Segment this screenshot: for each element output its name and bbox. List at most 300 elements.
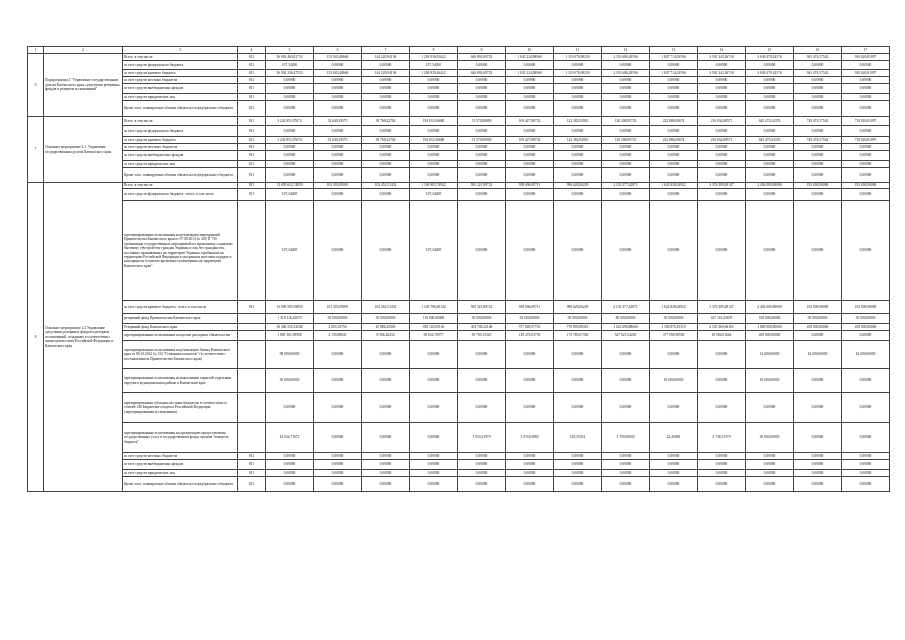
budget-code: 811 [238, 151, 266, 161]
amount-cell: 0,00000 [410, 94, 458, 101]
amount-cell: 0,00000 [698, 126, 746, 137]
amount-cell: 718 826,81097 [842, 117, 890, 126]
amount-cell: 0,00000 [458, 151, 506, 161]
amount-cell: 0,00000 [314, 77, 362, 84]
column-number: 16 [794, 47, 842, 54]
amount-cell: 0,00000 [602, 393, 650, 423]
amount-cell: 0,00000 [458, 77, 506, 84]
amount-cell: 0,00000 [698, 453, 746, 460]
amount-cell: 0,00000 [266, 126, 314, 137]
amount-cell: 0,00000 [266, 477, 314, 492]
amount-cell: 941 474,57542 [794, 54, 842, 61]
amount-cell: 0,00000 [602, 151, 650, 161]
amount-cell: 2 233 377,42871 [602, 183, 650, 189]
amount-cell: 0,00000 [362, 101, 410, 117]
amount-cell: 0,00000 [650, 168, 698, 183]
amount-cell: 0,00000 [650, 460, 698, 470]
amount-cell: 0,00000 [458, 341, 506, 369]
funding-source: за счет средств юридических лиц [123, 161, 238, 168]
amount-cell: 0,00000 [698, 101, 746, 117]
amount-cell: 90 000,00000 [794, 314, 842, 324]
funding-source: зарезервированные ассигнования на выполнение гарантий отдельным округам в муниципальном районе в Камчатском крае [123, 369, 238, 393]
amount-cell: 0,00000 [698, 151, 746, 161]
amount-cell: 0,00000 [458, 189, 506, 201]
amount-cell: 0,00000 [842, 101, 890, 117]
amount-cell: 0,00000 [746, 151, 794, 161]
amount-cell: 0,00000 [410, 101, 458, 117]
amount-cell: 0,00000 [410, 151, 458, 161]
amount-cell: 0,00000 [506, 84, 554, 94]
amount-cell: 1 294 936,81622 [410, 54, 458, 61]
budget-code: 811 [238, 301, 266, 314]
amount-cell: 1 119 076,90239 [554, 54, 602, 61]
table-row [28, 84, 890, 94]
budget-code: 811 [238, 101, 266, 117]
amount-cell: 0,00000 [842, 144, 890, 151]
amount-cell: 0,00000 [650, 189, 698, 201]
amount-cell: 0,00000 [314, 477, 362, 492]
amount-cell: 107,34200 [266, 61, 314, 70]
amount-cell: 646 892,69723 [458, 54, 506, 61]
amount-cell: 0,00000 [842, 94, 890, 101]
amount-cell: 0,00000 [554, 94, 602, 101]
amount-cell: 39 705,15525 [458, 331, 506, 341]
funding-source: за счет средств федерального бюджета - всего, в том числе [123, 189, 238, 201]
amount-cell: 222 886,00674 [650, 137, 698, 144]
table-row [28, 54, 890, 61]
amount-cell: 0,00000 [554, 393, 602, 423]
amount-cell: 0,00000 [698, 161, 746, 168]
amount-cell: 0,00000 [314, 168, 362, 183]
amount-cell: 194 031,06680 [410, 117, 458, 126]
amount-cell: 149,35354 [554, 423, 602, 453]
amount-cell: 8 566,26432 [362, 331, 410, 341]
amount-cell: 0,00000 [842, 61, 890, 70]
amount-cell: 0,00000 [410, 470, 458, 477]
funding-source: зарезервированная субсидия местным бюджетам в соответствии со статьей 140 Бюджетного кодекса Российской Федерации (зарезервированная ассигнования) [123, 393, 238, 423]
amount-cell: 0,00000 [650, 341, 698, 369]
budget-code: 811 [238, 94, 266, 101]
amount-cell: 0,00000 [458, 393, 506, 423]
amount-cell: 0,00000 [458, 161, 506, 168]
amount-cell: 0,00000 [506, 470, 554, 477]
amount-cell: 0,00000 [410, 144, 458, 151]
amount-cell: 0,00000 [842, 151, 890, 161]
amount-cell: 0,00000 [554, 477, 602, 492]
amount-cell: 0,00000 [410, 369, 458, 393]
amount-cell: 0,00000 [602, 189, 650, 201]
amount-cell: 0,00000 [554, 77, 602, 84]
amount-cell: 52 640,39575 [314, 137, 362, 144]
amount-cell: 996 628,06229 [554, 183, 602, 189]
amount-cell: 0,00000 [602, 453, 650, 460]
amount-cell: 144 220,94136 [362, 54, 410, 61]
amount-cell: 107,34200 [410, 61, 458, 70]
table-row [28, 70, 890, 77]
amount-cell: 0,00000 [314, 201, 362, 301]
amount-cell: 749 474,57542 [794, 137, 842, 144]
table-row [28, 393, 890, 423]
amount-cell: 377 958,38539 [650, 331, 698, 341]
amount-cell: 0,00000 [842, 453, 890, 460]
table-row [28, 101, 890, 117]
amount-cell: 107,34200 [266, 189, 314, 201]
amount-cell: 0,00000 [698, 393, 746, 423]
amount-cell: 645 479,24376 [746, 117, 794, 126]
amount-cell: 0,00000 [842, 477, 890, 492]
amount-cell: 938 696,09711 [506, 301, 554, 314]
amount-cell: 3 750,00000 [602, 423, 650, 453]
amount-cell: 0,00000 [506, 341, 554, 369]
budget-code [238, 423, 266, 453]
amount-cell: 2 404 000,00000 [746, 301, 794, 314]
amount-cell: 0,00000 [362, 168, 410, 183]
amount-cell: 42 000,00000 [842, 341, 890, 369]
amount-cell: 194 031,06680 [410, 137, 458, 144]
amount-cell: 2 063,10750 [314, 324, 362, 331]
amount-cell: 14 000,00000 [746, 341, 794, 369]
amount-cell: 0,00000 [554, 189, 602, 201]
column-number: 11 [554, 47, 602, 54]
amount-cell: 0,00000 [746, 126, 794, 137]
amount-cell: 996 628,06229 [554, 301, 602, 314]
amount-cell: 0,00000 [794, 144, 842, 151]
amount-cell: 3 591 343,36718 [698, 70, 746, 77]
funding-source: за счет средств юридических лиц [123, 470, 238, 477]
amount-cell: 3 376 309,28147 [698, 183, 746, 189]
program-name: Основное мероприятие 2.1. Управление государственным долгом Камчатского края [44, 117, 123, 183]
amount-cell: 0,00000 [458, 477, 506, 492]
amount-cell: 0,00000 [554, 453, 602, 460]
amount-cell: 120 308,85725 [602, 137, 650, 144]
amount-cell: 0,00000 [314, 453, 362, 460]
column-number: 10 [506, 47, 554, 54]
amount-cell: 0,00000 [506, 77, 554, 84]
amount-cell: 0,00000 [266, 453, 314, 460]
amount-cell: 0,00000 [410, 341, 458, 369]
amount-cell: 0,00000 [314, 341, 362, 369]
funding-source: за счет средств местных бюджетов [123, 77, 238, 84]
column-number: 3 [123, 47, 238, 54]
amount-cell: 450 000,00000 [746, 331, 794, 341]
budget-code [238, 314, 266, 324]
amount-cell: 90 000,00000 [554, 314, 602, 324]
amount-cell: 0,00000 [266, 161, 314, 168]
funding-source: за счет средств местных бюджетов [123, 453, 238, 460]
amount-cell: 42 000,00000 [794, 341, 842, 369]
amount-cell: 0,00000 [842, 393, 890, 423]
amount-cell: 0,00000 [650, 101, 698, 117]
amount-cell: 192 000,00000 [842, 301, 890, 314]
amount-cell: 0,00000 [698, 369, 746, 393]
amount-cell: 45 886,25000 [362, 324, 410, 331]
amount-cell: 0,00000 [602, 61, 650, 70]
amount-cell: 0,00000 [602, 341, 650, 369]
amount-cell: 107,34200 [266, 201, 314, 301]
amount-cell: 10 904,01664 [698, 331, 746, 341]
amount-cell: 0,00000 [794, 201, 842, 301]
amount-cell: 0,00000 [314, 423, 362, 453]
amount-cell: 0,00000 [842, 423, 890, 453]
amount-cell: 0,00000 [458, 201, 506, 301]
amount-cell: 0,00000 [314, 460, 362, 470]
amount-cell: 0,00000 [458, 144, 506, 151]
amount-cell: 0,00000 [314, 393, 362, 423]
amount-cell: 153 943,48664 [314, 70, 362, 77]
table-row [28, 61, 890, 70]
table-row [28, 161, 890, 168]
amount-cell: 0,00000 [458, 470, 506, 477]
amount-cell: 0,00000 [410, 453, 458, 460]
amount-cell: 0,00000 [602, 84, 650, 94]
amount-cell: 0,00000 [362, 369, 410, 393]
amount-cell: 0,00000 [410, 393, 458, 423]
amount-cell: 216 034,08571 [698, 137, 746, 144]
amount-cell: 10 000,00000 [746, 369, 794, 393]
amount-cell: 0,00000 [794, 61, 842, 70]
amount-cell: 0,00000 [746, 101, 794, 117]
table-row [28, 201, 890, 301]
amount-cell: 13 659 505,39859 [266, 301, 314, 314]
amount-cell: 0,00000 [650, 453, 698, 460]
amount-cell: 0,00000 [698, 144, 746, 151]
amount-cell: 0,00000 [506, 94, 554, 101]
table-row [28, 331, 890, 341]
amount-cell: 0,00000 [794, 84, 842, 94]
amount-cell: 100 000,00000 [794, 324, 842, 331]
amount-cell: 104 452,51432 [362, 183, 410, 189]
amount-cell: 0,00000 [410, 126, 458, 137]
amount-cell: 0,00000 [698, 94, 746, 101]
amount-cell: 0,00000 [458, 453, 506, 460]
amount-cell: 0,00000 [698, 61, 746, 70]
column-number: 13 [650, 47, 698, 54]
budget-code: 811 [238, 453, 266, 460]
amount-cell: 0,00000 [458, 168, 506, 183]
amount-cell: 0,00000 [794, 477, 842, 492]
amount-cell: 0,00000 [458, 84, 506, 94]
amount-cell: 0,00000 [794, 470, 842, 477]
amount-cell: 1 847 714,03596 [650, 54, 698, 61]
funding-source: за счет средств внебюджетных фондов [123, 84, 238, 94]
amount-cell: 22,45000 [650, 423, 698, 453]
amount-cell: 110 000,00000 [410, 314, 458, 324]
amount-cell: 0,00000 [746, 168, 794, 183]
amount-cell: 0,00000 [650, 477, 698, 492]
table-row [28, 126, 890, 137]
amount-cell: 0,00000 [362, 77, 410, 84]
amount-cell: 95 000,00000 [314, 314, 362, 324]
amount-cell: 0,00000 [362, 144, 410, 151]
amount-cell: 0,00000 [506, 189, 554, 201]
amount-cell: 2 074,61880 [506, 423, 554, 453]
amount-cell: 0,00000 [362, 460, 410, 470]
amount-cell: 0,00000 [554, 460, 602, 470]
column-number: 7 [362, 47, 410, 54]
amount-cell: 3 242 851,07674 [266, 137, 314, 144]
budget-code: 811 [238, 61, 266, 70]
amount-cell: 0,00000 [362, 453, 410, 460]
amount-cell: 0,00000 [746, 161, 794, 168]
amount-cell: 10 360 592,24348 [266, 324, 314, 331]
amount-cell: 0,00000 [266, 460, 314, 470]
amount-cell: 0,00000 [746, 84, 794, 94]
amount-cell: 0,00000 [698, 168, 746, 183]
amount-cell: 0,00000 [506, 477, 554, 492]
column-number: 1 [28, 47, 44, 54]
amount-cell: 52 640,39575 [314, 117, 362, 126]
amount-cell: 0,00000 [602, 94, 650, 101]
amount-cell: 42 634,71672 [266, 423, 314, 453]
amount-cell: 0,00000 [746, 189, 794, 201]
funding-source: за счет средств краевого бюджета [123, 70, 238, 77]
budget-code: 811 [238, 70, 266, 77]
funding-source: за счет средств юридических лиц [123, 94, 238, 101]
amount-cell: 0,00000 [458, 101, 506, 117]
amount-cell: 122 382,92910 [554, 117, 602, 126]
amount-cell: 107,34200 [410, 201, 458, 301]
amount-cell: 0,00000 [362, 393, 410, 423]
amount-cell: 0,00000 [842, 161, 890, 168]
table-row [28, 117, 890, 126]
amount-cell: 0,00000 [266, 393, 314, 423]
amount-cell: 0,00000 [314, 84, 362, 94]
amount-cell: 109 427,88732 [506, 137, 554, 144]
amount-cell: 0,00000 [842, 201, 890, 301]
amount-cell: 0,00000 [362, 151, 410, 161]
amount-cell: 2 535 369,06165 [698, 324, 746, 331]
funding-source: за счет средств местных бюджетов [123, 144, 238, 151]
amount-cell: 2 404 000,00000 [746, 183, 794, 189]
amount-cell: 0,00000 [410, 84, 458, 94]
amount-cell: 0,00000 [314, 151, 362, 161]
budget-code: 811 [238, 144, 266, 151]
amount-cell: 93 000,00000 [506, 314, 554, 324]
budget-code: 811 [238, 126, 266, 137]
amount-cell: 0,00000 [506, 101, 554, 117]
amount-cell: 100 000,00000 [842, 324, 890, 331]
amount-cell: 0,00000 [650, 393, 698, 423]
amount-cell: 13 659 612,74059 [266, 183, 314, 189]
column-number: 15 [746, 47, 794, 54]
amount-cell: 0,00000 [794, 423, 842, 453]
funding-source: за счет средств федерального бюджета [123, 126, 238, 137]
amount-cell: 910 826,81097 [842, 54, 890, 61]
amount-cell: 0,00000 [650, 144, 698, 151]
table-row [28, 168, 890, 183]
amount-cell: 0,00000 [554, 369, 602, 393]
amount-cell: 10 000,00000 [650, 369, 698, 393]
amount-cell: 0,00000 [746, 61, 794, 70]
row-number: 8 [28, 183, 44, 492]
amount-cell: 0,00000 [746, 201, 794, 301]
funding-source: за счет средств внебюджетных фондов [123, 151, 238, 161]
budget-code: 811 [238, 168, 266, 183]
amount-cell: 0,00000 [842, 126, 890, 137]
column-number: 4 [238, 47, 266, 54]
table-row [28, 94, 890, 101]
amount-cell: 0,00000 [506, 61, 554, 70]
amount-cell: 101 303,09091 [314, 301, 362, 314]
amount-cell: 0,00000 [266, 77, 314, 84]
amount-cell: 0,00000 [506, 201, 554, 301]
amount-cell: 0,00000 [362, 201, 410, 301]
amount-cell: 120 308,85725 [602, 117, 650, 126]
amount-cell: 192 000,00000 [794, 183, 842, 189]
amount-cell: 80 000,00000 [602, 314, 650, 324]
amount-cell: 0,00000 [410, 168, 458, 183]
funding-source: за счет средств федерального бюджета [123, 61, 238, 70]
table-row [28, 460, 890, 470]
amount-cell: 0,00000 [554, 201, 602, 301]
budget-code: 811 [238, 470, 266, 477]
amount-cell: 129 476,53755 [506, 331, 554, 341]
table-row [28, 453, 890, 460]
amount-cell: 0,00000 [842, 470, 890, 477]
amount-cell: 757 849,37716 [506, 324, 554, 331]
amount-cell: 192 000,00000 [842, 183, 890, 189]
amount-cell: 0,00000 [650, 77, 698, 84]
budget-table [27, 46, 890, 492]
amount-cell: 0,00000 [698, 84, 746, 94]
budget-code [238, 331, 266, 341]
amount-cell: 0,00000 [410, 460, 458, 470]
column-number: 6 [314, 47, 362, 54]
table-row [28, 423, 890, 453]
amount-cell: 918 143,69165 [410, 324, 458, 331]
amount-cell: 0,00000 [602, 126, 650, 137]
funding-source: Кроме того, планируемые объемы обязательств федерального бюджета [123, 101, 238, 117]
funding-source: за счет средств внебюджетных фондов [123, 460, 238, 470]
funding-source: зарезервированные ассигнования на прочие расходные обязательства [123, 331, 238, 341]
program-name: Подпрограмма 2 "Управление государственным долгом Камчатского края, средствами резервных фондов и резервом ассигнований" [44, 54, 123, 117]
amount-cell: 0,00000 [602, 101, 650, 117]
amount-cell: 3 242 851,07674 [266, 117, 314, 126]
amount-cell: 0,00000 [698, 341, 746, 369]
amount-cell: 0,00000 [266, 151, 314, 161]
amount-cell: 222 886,00674 [650, 117, 698, 126]
amount-cell: 0,00000 [362, 341, 410, 369]
amount-cell: 0,00000 [314, 369, 362, 393]
budget-code: 811 [238, 477, 266, 492]
amount-cell: 0,00000 [746, 393, 794, 423]
amount-cell: 0,00000 [746, 144, 794, 151]
funding-source: Кроме того, планируемые объемы обязательств федерального бюджета [123, 168, 238, 183]
amount-cell: 0,00000 [794, 460, 842, 470]
row-number: 7 [28, 117, 44, 183]
amount-cell: 0,00000 [650, 161, 698, 168]
amount-cell: 0,00000 [458, 126, 506, 137]
amount-cell: 1 100 798,40142 [410, 301, 458, 314]
budget-code [238, 324, 266, 331]
column-number: 9 [458, 47, 506, 54]
amount-cell: 0,00000 [266, 84, 314, 94]
amount-cell: 0,00000 [698, 189, 746, 201]
amount-cell: 0,00000 [746, 77, 794, 84]
amount-cell: 1 318 116,43679 [266, 314, 314, 324]
amount-cell: 0,00000 [410, 477, 458, 492]
amount-cell: 0,00000 [506, 369, 554, 393]
amount-cell: 50 000,00000 [362, 314, 410, 324]
amount-cell: 175 785,07356 [554, 331, 602, 341]
amount-cell: 0,00000 [410, 77, 458, 84]
amount-cell: 0,00000 [842, 84, 890, 94]
amount-cell: 0,00000 [554, 341, 602, 369]
amount-cell: 0,00000 [314, 94, 362, 101]
amount-cell: 0,00000 [794, 77, 842, 84]
amount-cell: 595 321,89722 [458, 183, 506, 189]
table-row [28, 369, 890, 393]
